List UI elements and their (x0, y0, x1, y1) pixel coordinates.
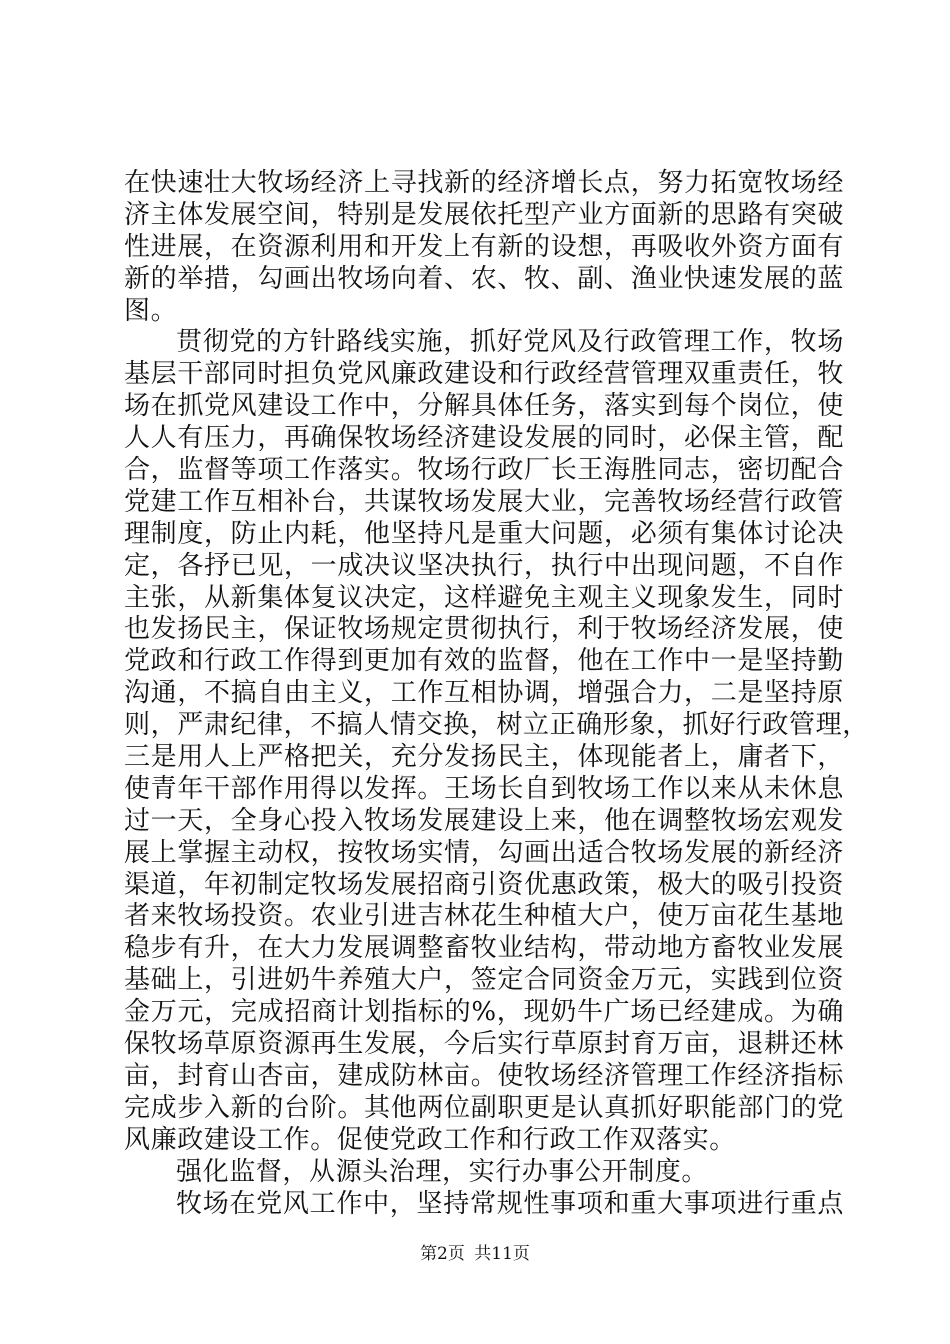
text-line: 合，监督等项工作落实。牧场行政厂长王海胜同志，密切配合 (124, 455, 844, 486)
paragraph (124, 1157, 844, 1189)
text-line: 济主体发展空间，特别是发展依托型产业方面新的思路有突破 (124, 199, 844, 230)
text-line: 定，各抒已见，一成决议坚决执行，执行中出现问题，不自作 (124, 550, 844, 581)
text-line: 强化监督，从源头治理，实行办事公开制度。 (176, 1156, 709, 1187)
text-line: 沟通，不搞自由主义，工作互相协调，增强合力，二是坚持原 (124, 678, 844, 709)
page-number: 第2页 (420, 1244, 465, 1264)
text-line: 风廉政建设工作。促使党政工作和行政工作双落实。 (124, 1124, 736, 1155)
text-line: 图。 (124, 295, 178, 326)
text-line: 则，严肃纪律，不搞人情交换，树立正确形象，抓好行政管理， (124, 710, 869, 741)
text-line: 基础上，引进奶牛养殖大户，签定合同资金万元，实践到位资 (124, 965, 844, 996)
text-line: 保牧场草原资源再生发展，今后实行草原封育万亩，退耕还林 (124, 1029, 844, 1060)
text-line: 场在抓党风建设工作中，分解具体任务，落实到每个岗位，使 (124, 391, 844, 422)
text-line: 稳步有升，在大力发展调整畜牧业结构，带动地方畜牧业发展 (124, 933, 844, 964)
text-line: 过一天，全身心投入牧场发展建设上来，他在调整牧场宏观发 (124, 805, 844, 836)
text-line: 性进展，在资源利用和开发上有新的设想，再吸收外资方面有 (124, 231, 844, 262)
paragraph (124, 1189, 844, 1221)
text-line: 人人有压力，再确保牧场经济建设发展的同时，必保主管，配 (124, 423, 844, 454)
text-line: 新的举措，勾画出牧场向着、农、牧、副、渔业快速发展的蓝 (124, 263, 844, 294)
text-line: 亩，封育山杏亩，建成防林亩。使牧场经济管理工作经济指标 (124, 1060, 844, 1091)
page-footer (0, 1242, 950, 1266)
text-line: 使青年干部作用得以发挥。王场长自到牧场工作以来从未休息 (124, 773, 844, 804)
text-line: 金万元，完成招商计划指标的%，现奶牛广场已经建成。为确 (124, 997, 844, 1028)
text-line: 者来牧场投资。农业引进吉林花生种植大户，使万亩花生基地 (124, 901, 844, 932)
paragraph (124, 327, 869, 1156)
page-total: 共11页 (474, 1244, 530, 1264)
paragraph (124, 168, 844, 327)
text-line: 基层干部同时担负党风廉政建设和行政经营管理双重责任，牧 (124, 359, 844, 390)
document-body (124, 168, 869, 1220)
text-line: 也发扬民主，保证牧场规定贯彻执行，利于牧场经济发展，使 (124, 614, 844, 645)
text-line: 在快速壮大牧场经济上寻找新的经济增长点，努力拓宽牧场经 (124, 168, 844, 198)
text-line: 贯彻党的方针路线实施，抓好党风及行政管理工作，牧场 (176, 327, 844, 358)
text-line: 三是用人上严格把关，充分发扬民主，体现能者上，庸者下， (124, 742, 844, 773)
text-line: 完成步入新的台阶。其他两位副职更是认真抓好职能部门的党 (124, 1092, 844, 1123)
text-line: 牧场在党风工作中，坚持常规性事项和重大事项进行重点 (176, 1188, 844, 1219)
text-line: 渠道，年初制定牧场发展招商引资优惠政策，极大的吸引投资 (124, 869, 844, 900)
text-line: 理制度，防止内耗，他坚持凡是重大问题，必须有集体讨论决 (124, 518, 844, 549)
text-line: 党政和行政工作得到更加有效的监督，他在工作中一是坚持勤 (124, 646, 844, 677)
text-line: 主张，从新集体复议决定，这样避免主观主义现象发生，同时 (124, 582, 844, 613)
text-line: 党建工作互相补台，共谋牧场发展大业，完善牧场经营行政管 (124, 486, 844, 517)
text-line: 展上掌握主动权，按牧场实情，勾画出适合牧场发展的新经济 (124, 837, 844, 868)
